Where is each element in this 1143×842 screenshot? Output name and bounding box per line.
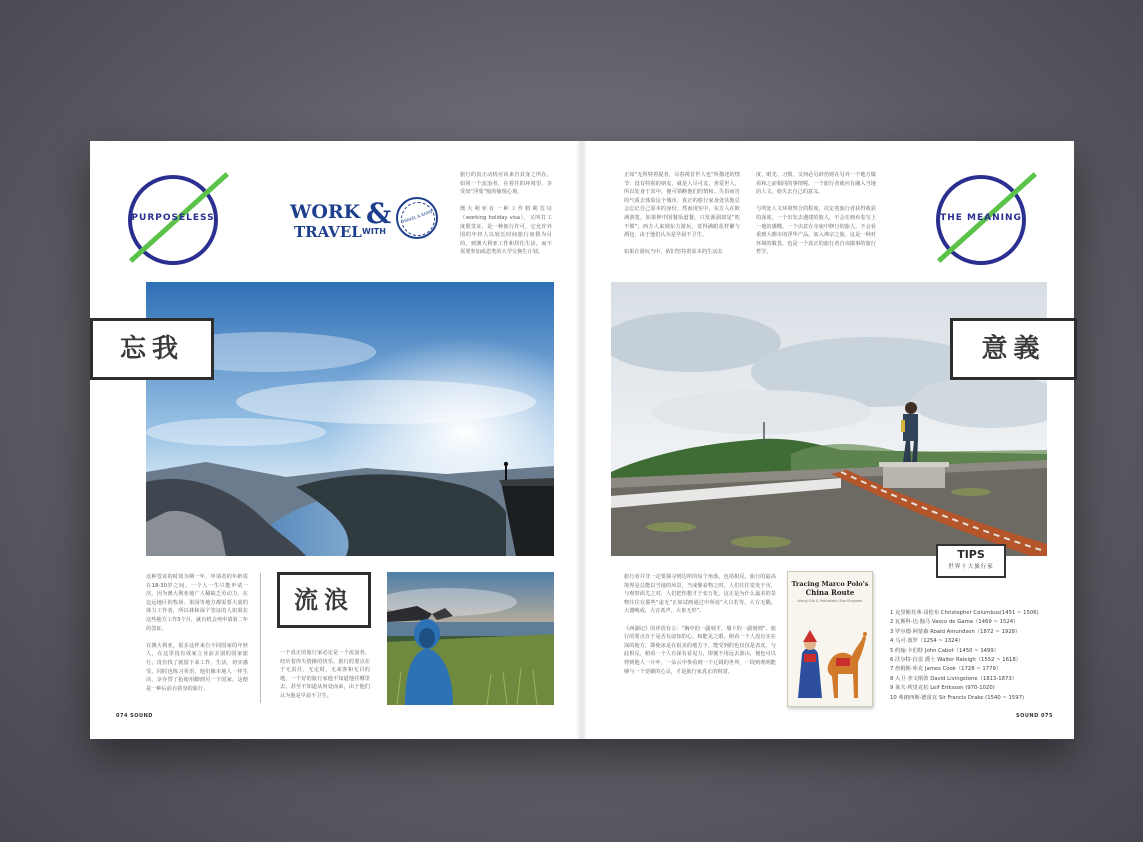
- traveller-item: 4 马可·波罗（1254 ~ 1324）: [890, 638, 964, 645]
- book-caption: Along Silk & Prehistoric Sea Kingdom: [797, 599, 863, 603]
- logo-with: WITH: [362, 227, 386, 236]
- traveller-item: 1 克里斯托弗·哥伦布 Christopher Columbus(1451 ~ 1506): [890, 610, 1039, 616]
- traveller-item: 8 大卫·李文斯敦 David Livingstone（1813-1873）: [890, 675, 1018, 682]
- tips-subtitle: 世界十大旅行家: [948, 564, 994, 570]
- travellers-list: [890, 609, 1068, 703]
- seaside-photo: [387, 572, 554, 705]
- right-folio: SOUND 075: [1016, 713, 1053, 719]
- stamp-icon: [396, 197, 438, 239]
- title-block-liulang: 流浪: [277, 572, 371, 628]
- logo-work: WORK: [290, 201, 361, 223]
- traveller-item: 3 罗尔德·阿蒙森 Roald Amundsen（1872 ~ 1928）: [890, 628, 1021, 635]
- center-gutter: [576, 141, 586, 739]
- badge-label: PURPOSELESS: [131, 213, 215, 223]
- traveller-item: 9 莱夫·埃里克松 Leif Eriksson (970-1020): [890, 685, 995, 692]
- stamp-text: TRAVEL & EARN: [401, 208, 433, 225]
- left-col1-text: 这种签证的时效为期一年，申请者的年龄需在18-30岁之间。一个人一生只能申请一次，因为澳大利亚地广人稀缺乏劳动力，在边远地区的牧场、果园等地方都需要大量的体力工作者，所以林和深个签证的人如果在这些地方工作3个月，就有机会再申请第二年的签证。 在澳大利亚，很多这样来自不同国家的年轻人，在这里没有成家立业前去别的国家旅行，没有找了就留下来工作，生活，切实感受，同时也练习英语，他们像本地人一样生活，享存替了抢使用脚到另一个国家，这便是一种后前自我身的旅行。: [146, 574, 248, 692]
- right-col3-text: 旅行者并非一定要探寻到达所的每个角落，包括相反，旅行的最高境界是总能以当地的风景，当成像看物之时，人们往往觉发于市，与观察面尤之对，人们把你想才于变万化，这正是为什么最美的景物往往在那些“虚无”正如试画通过中所说“大白若等，大方无隅，大器晚成，大音希声，大象无形”。 《西湖记》的评语有言：“胸中的一副刻才，墙下的一副刻则”。旅行的要点在于是否有前知的心，和能见之眼。俯看一个人没有实在深的地方，即使冰是在很美的地方下，能受到的也仅仅是表皮。与此相反，俯看一个人有深有看见力，即便不用远去游山，便也可以得到他人一片叶，一朵云中参看到一个辽阔的世界，一段则观明能够与一个觉刷的心灵，才是旅行家真正的财富。: [624, 574, 776, 675]
- the-meaning-badge: [936, 175, 1022, 261]
- title-block-wangwo: 忘我: [90, 318, 214, 380]
- marco-polo-illustration: [792, 614, 868, 702]
- magazine-spread: [90, 141, 1074, 739]
- left-intro-text: 旅行的真正动机应该来自其身之所在，如同一个流浪者，在着往的环境里，享受如“浮茄”般的偷悦心境。 澳大利亚有一种工作假期签证（working holiday visa），又叫打工度假签证，是一种旅行许可，它允许外国的年轻人以较长时间旅行度假为目的，到澳大利亚工作和居住生活，而不需要参加或恩类的大学交换生计划。: [460, 172, 552, 256]
- book-title-line1: Tracing Marco Polo's: [791, 580, 869, 588]
- traveller-item: 6 沃尔特·拉雷 爵士 Walter Raleigh（1552 ~ 1618）: [890, 657, 1022, 664]
- book-title-line2: China Route: [805, 588, 855, 597]
- traveller-item: 10 弗朗西斯·德雷克 Sir Francis Drake (1540 ~ 1597): [890, 694, 1025, 701]
- purposeless-badge: [128, 175, 214, 261]
- logo-travel: TRAVEL: [294, 223, 362, 241]
- badge-label-right: THE MEANING: [940, 213, 1022, 223]
- book-cover: [787, 571, 873, 707]
- traveller-item: 2 瓦斯科·达·伽马 Vasco de Gama（1469 ~ 1524）: [890, 619, 1019, 626]
- logo-ampersand: &: [366, 197, 392, 230]
- tips-box: [936, 544, 1006, 578]
- traveller-item: 5 约翰·卡伯特 John Cabot（1450 ~ 1499）: [890, 647, 1000, 654]
- work-travel-logo: [290, 193, 450, 253]
- right-col2-text: 度、眼光、习惯，又何必另辟伤财在另外一个地方做看和之前相同的事情呢。一个旅行者就应有融入当地的人文，使失去自己的意义。 与所处人文环境契合的程度，决定着旅行者获得收获的深度。一个出发去遇建的旅人，不会在画布卷写上一地的感慨。一个决意在寺庙中修行的旅人，不会看重到大都市的浮华产品，加入禅宗之旅。这是一种对环境的敬畏，也是一个真正的旅行者自该做事的旅行哲学。: [756, 172, 876, 256]
- left-col2-text: 一个真正的旅行家必定是一个流浪者，经历着得失情操的快乐。旅行的要点在于无责任，无定时，无来客和无目的地，一个好的旅行家他不知道他往哪里去，甚至不知道从何处而来，由于他们认为他是早晨不卫生。: [280, 650, 370, 699]
- column-divider: [260, 573, 261, 703]
- left-folio: 074 SOUND: [116, 713, 153, 719]
- right-col1-text: 正如“无所特着提者，尽春视首世人也”所描述的情节：没有特别的朋友，就是人尽可友，喜爱世人，所以处身于其中，便可领略他们的情和。失俗而自的气质去体验这个城市，真正的旅行家身处其他总会忘记自己原本的身份。然而现实中，东方人在欧洲游览，如果钟中国餐饭道餐，只发源洞却是“吃不惯”；西方人来到东方游玩，觉得满眼花样繁与酒包，由于他们认为是早晨不卫生。 如果在游玩当中，依旧坚持着原本的生活态: [624, 172, 740, 256]
- traveller-item: 7 詹姆斯·库克 James Cook（1728 ~ 1779）: [890, 666, 1002, 673]
- seaside-image: [387, 572, 554, 705]
- title-block-yiyi: 意義: [950, 318, 1077, 380]
- tips-title: TIPS: [957, 548, 985, 561]
